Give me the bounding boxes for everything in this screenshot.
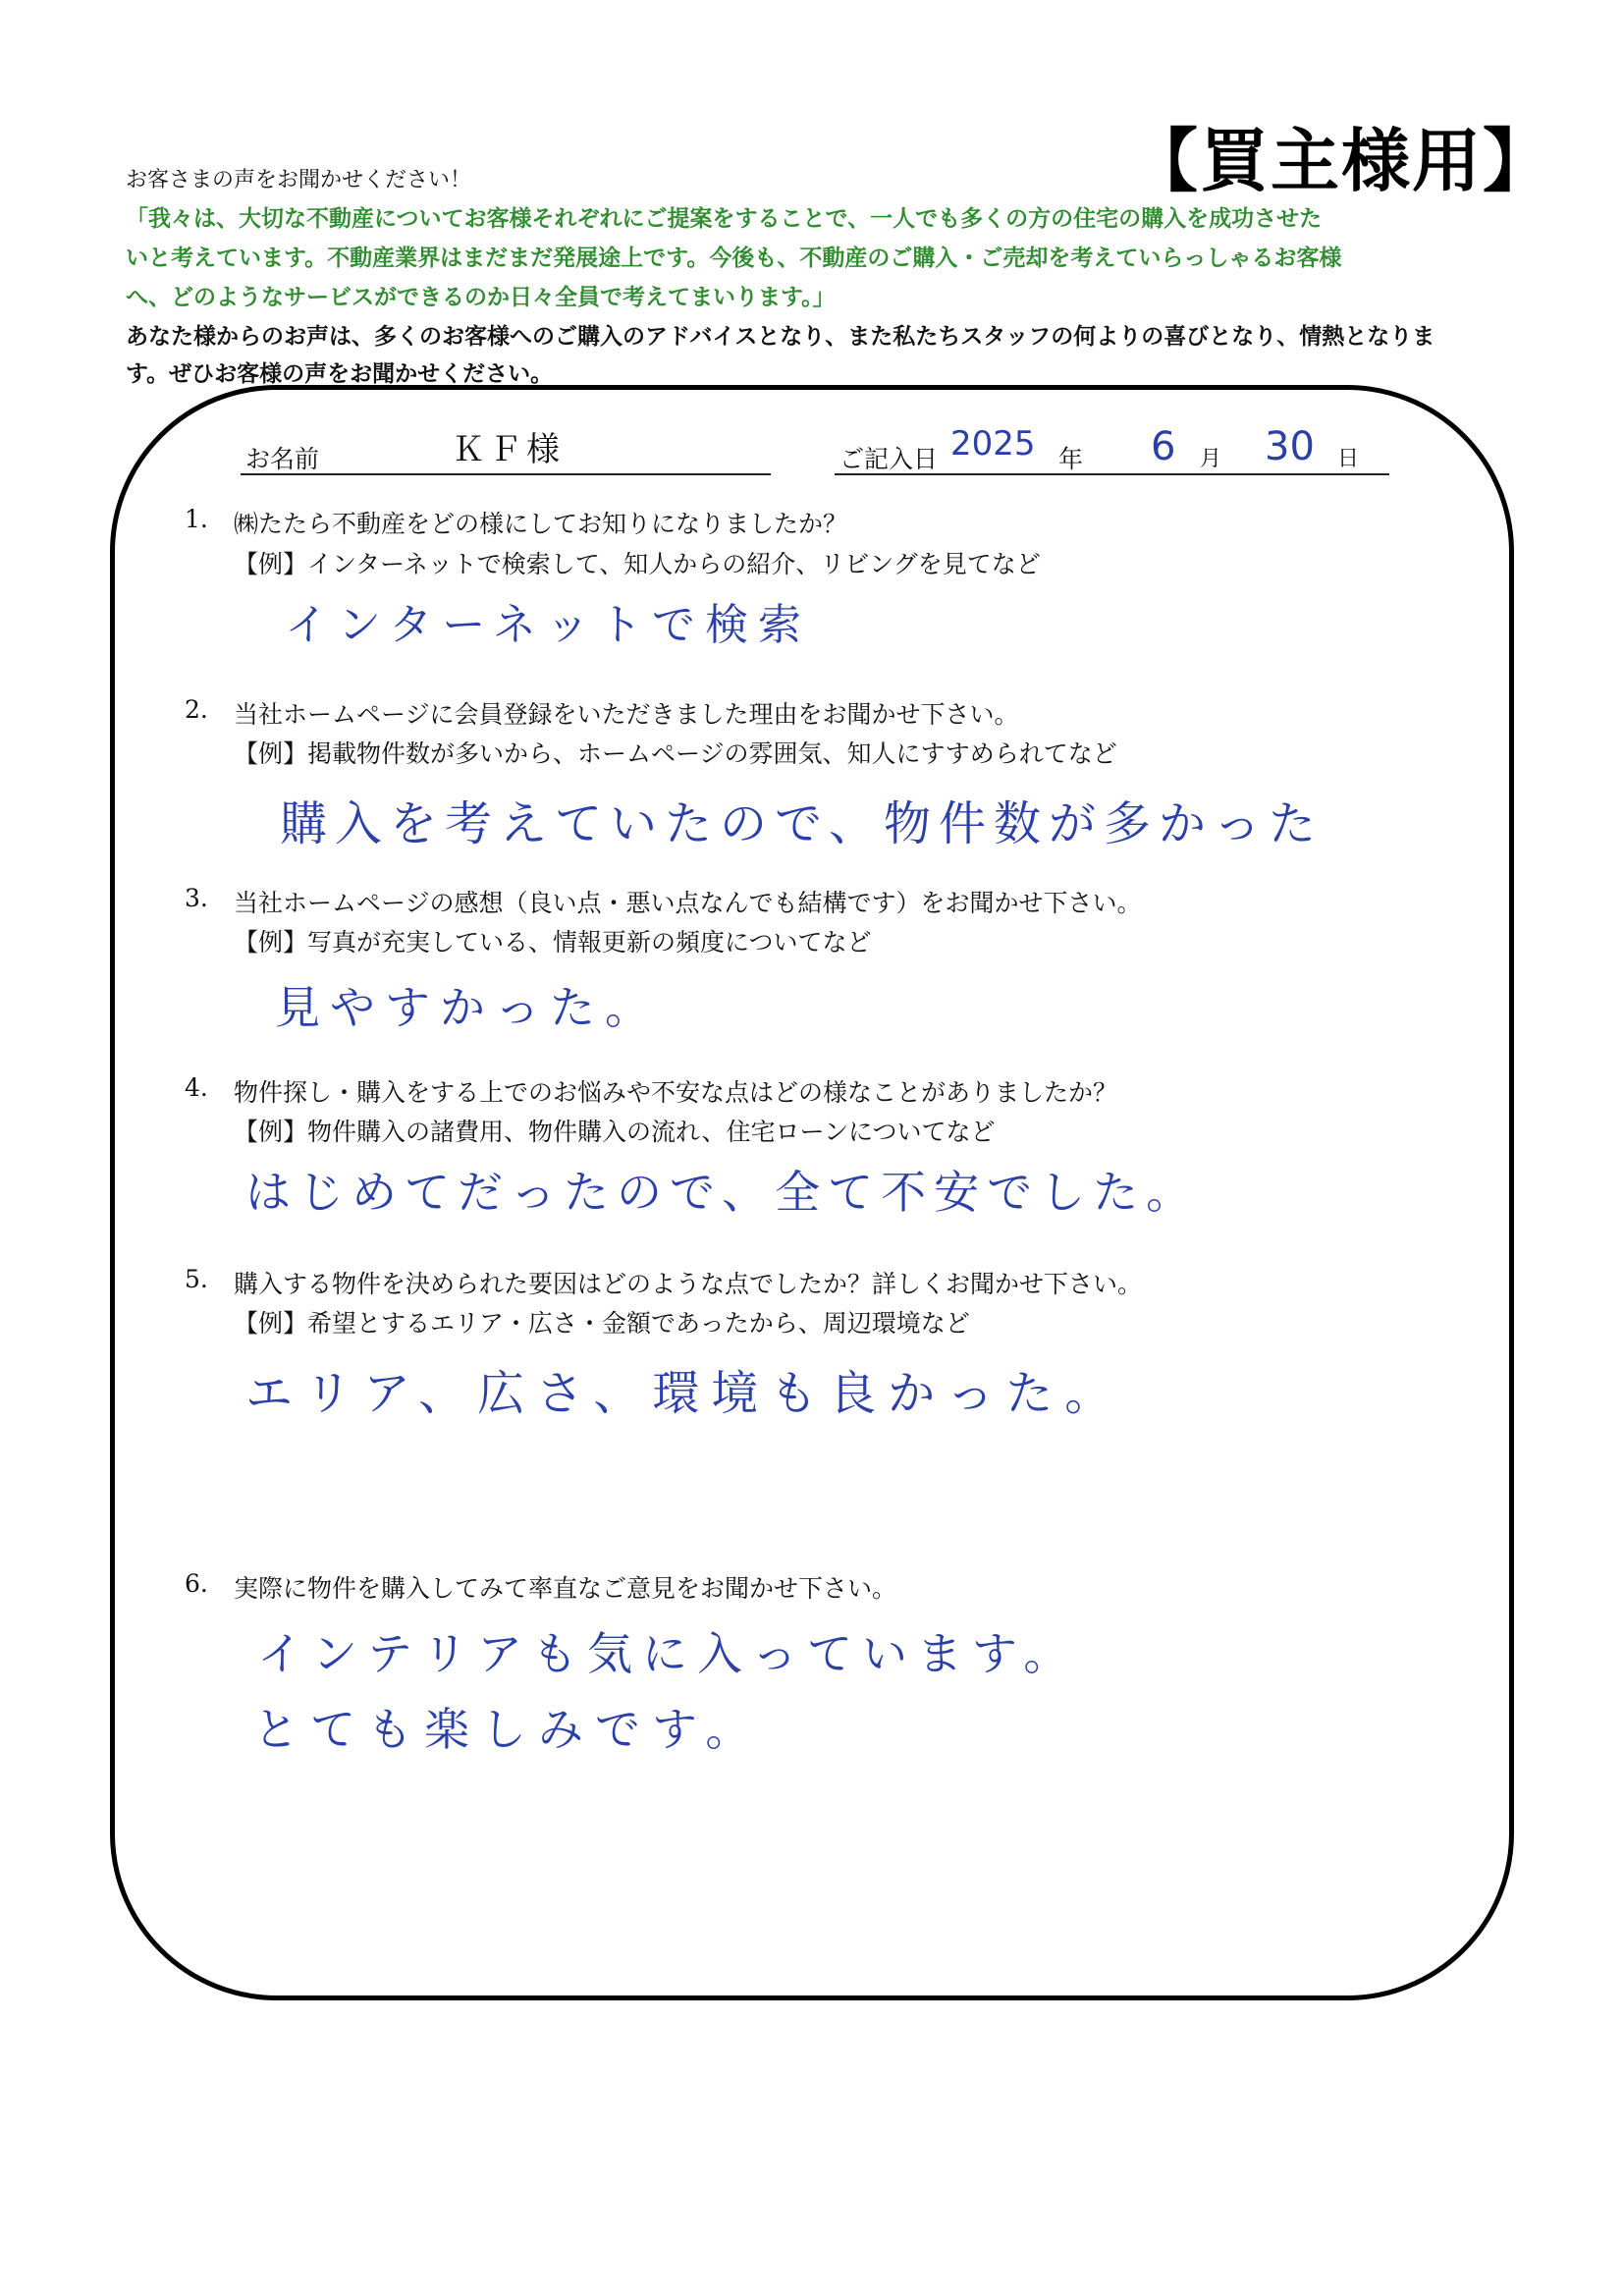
name-label: お名前 [245, 445, 320, 473]
question-example: 【例】物件購入の諸費用、物件購入の流れ、住宅ローンについてなど [234, 1118, 996, 1146]
date-year: 2025 [950, 424, 1036, 464]
question-text: 購入する物件を決められた要因はどのような点でしたか？詳しくお聞かせ下さい。 [234, 1270, 1143, 1298]
question-text: 当社ホームページに会員登録をいただきました理由をお聞かせ下さい。 [234, 700, 1019, 729]
question-text: 当社ホームページの感想（良い点・悪い点なんでも結構です）をお聞かせ下さい。 [234, 889, 1142, 917]
date-day: 30 [1265, 424, 1315, 469]
question-number: 4. [185, 1073, 208, 1102]
name-value: ＫＦ様 [452, 430, 564, 469]
date-label: ご記入日 [839, 445, 939, 473]
intro-request-line: す。ぜひお客様の声をお聞かせください。 [126, 361, 554, 387]
date-month-unit: 月 [1200, 447, 1222, 471]
question-example: 【例】希望とするエリア・広さ・金額であったから、周辺環境など [234, 1309, 970, 1338]
question-example: 【例】インターネットで検索して、知人からの紹介、リビングを見てなど [234, 550, 1041, 578]
intro-message-line: 「我々は、大切な不動産についてお客様それぞれにご提案をすることで、一人でも多くの方の住宅の購入を成功させた [126, 206, 1323, 232]
handwritten-answer: はじめてだったので、全て不安でした。 [245, 1166, 1200, 1219]
question-text: 実際に物件を購入してみて率直なご意見をお聞かせ下さい。 [234, 1574, 897, 1603]
handwritten-answer: エリア、広さ、環境も良かった。 [245, 1366, 1124, 1421]
date-underline [835, 473, 1389, 475]
handwritten-answer: 購入を考えていたので、物件数が多かった [280, 796, 1325, 851]
question-number: 1. [185, 505, 208, 533]
question-number: 3. [185, 884, 208, 912]
document-type-title: 【買主様用】 [1129, 121, 1553, 201]
question-example: 【例】写真が充実している、情報更新の頻度についてなど [234, 928, 872, 957]
date-year-unit: 年 [1058, 445, 1084, 473]
handwritten-answer: インテリアも気に入っています。 [257, 1627, 1079, 1680]
intro-message-line: へ、どのようなサービスができるのか日々全員で考えてまいります。」 [126, 285, 836, 310]
date-month: 6 [1151, 424, 1176, 469]
name-underline [241, 473, 771, 475]
intro-message-line: いと考えています。不動産業界はまだまだ発展途上です。今後も、不動産のご購入・ご売却を考えていらっしゃるお客様 [126, 246, 1342, 271]
intro-request-line: あなた様からのお声は、多くのお客様へのご購入のアドバイスとなり、また私たちスタッフの何よりの喜びとなり、情熱となりま [126, 324, 1435, 350]
question-text: 物件探し・購入をする上でのお悩みや不安な点はどの様なことがありましたか？ [234, 1078, 1118, 1107]
date-day-unit: 日 [1337, 447, 1360, 471]
question-text: ㈱たたら不動産をどの様にしてお知りになりましたか？ [234, 510, 848, 538]
handwritten-answer: インターネットで検索 [285, 600, 812, 650]
question-number: 2. [185, 695, 208, 724]
handwritten-answer: 見やすかった。 [275, 981, 660, 1034]
question-number: 6. [185, 1569, 208, 1598]
question-number: 5. [185, 1265, 208, 1293]
intro-heading: お客さまの声をお聞かせください！ [126, 168, 472, 192]
question-example: 【例】掲載物件数が多いから、ホームページの雰囲気、知人にすすめられてなど [234, 739, 1117, 768]
handwritten-answer: とても楽しみです。 [253, 1703, 763, 1756]
